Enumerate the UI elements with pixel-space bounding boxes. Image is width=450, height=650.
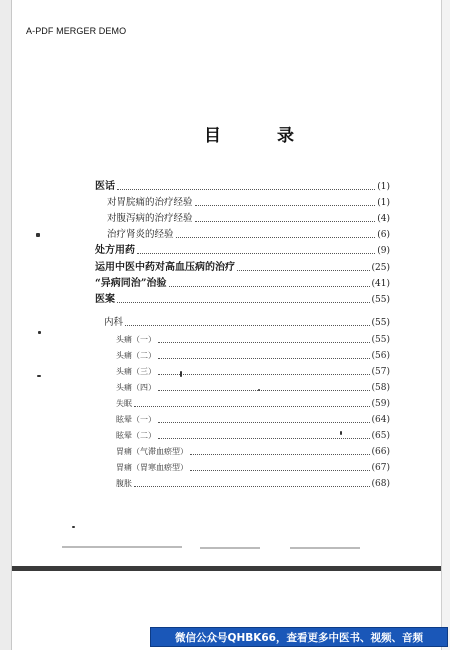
toc-entry[interactable] xyxy=(104,316,390,330)
title-char-1: 目 xyxy=(204,126,221,146)
toc-entry[interactable] xyxy=(107,228,390,242)
viewer-scrollbar[interactable] xyxy=(441,0,450,650)
toc-entry-page: ( 4 ) xyxy=(377,212,390,226)
toc-entry-page: ( 66 ) xyxy=(372,445,390,459)
toc-entry-page: ( 65 ) xyxy=(372,429,390,443)
toc-leader-dots xyxy=(158,437,370,439)
toc-entry-page: ( 9 ) xyxy=(377,244,390,258)
toc-entry-page: ( 64 ) xyxy=(372,413,390,427)
toc-entry-page: ( 68 ) xyxy=(372,477,390,491)
toc-leader-dots xyxy=(190,453,370,455)
toc-entry[interactable] xyxy=(116,365,390,379)
toc-entry-label: 对腹泻病的治疗经验 xyxy=(107,213,193,224)
scan-smudge xyxy=(62,546,182,548)
toc-leader-dots xyxy=(169,285,370,287)
toc-leader-dots xyxy=(125,324,370,326)
toc-leader-dots xyxy=(117,301,370,303)
toc-entry[interactable] xyxy=(95,244,390,258)
toc-leader-dots xyxy=(134,485,370,487)
scan-speck xyxy=(38,331,41,334)
toc-entry-label: 失眠 xyxy=(116,399,132,408)
scan-speck xyxy=(340,431,342,435)
toc-leader-dots xyxy=(134,405,370,407)
watermark-text: A-PDF MERGER DEMO xyxy=(26,26,127,36)
scan-speck xyxy=(37,375,41,377)
promo-banner: 微信公众号QHBK66，查看更多中医书、视频、音频 xyxy=(150,627,448,647)
toc-entry-page: ( 6 ) xyxy=(377,228,390,242)
toc-entry-label: 医话 xyxy=(95,181,115,192)
toc-entry-label: “异病同治”治验 xyxy=(95,278,167,289)
toc-entry-label: 内科 xyxy=(104,317,124,328)
toc-entry-page: ( 59 ) xyxy=(372,397,390,411)
toc-entry-page: ( 67 ) xyxy=(372,461,390,475)
toc-leader-dots xyxy=(158,373,370,375)
toc-entry[interactable] xyxy=(95,277,390,291)
toc-entry-label: 头痛（一） xyxy=(116,335,156,344)
toc-entry[interactable] xyxy=(116,445,390,459)
toc-entry[interactable] xyxy=(116,381,390,395)
toc-entry[interactable] xyxy=(116,333,390,347)
toc-entry-label: 头痛（三） xyxy=(116,367,156,376)
toc-entry-page: ( 55 ) xyxy=(372,333,390,347)
toc-entry-label: 治疗肾炎的经验 xyxy=(107,229,174,240)
toc-entry-label: 头痛（四） xyxy=(116,383,156,392)
toc-entry[interactable] xyxy=(116,397,390,411)
toc-entry-label: 眩晕（二） xyxy=(116,431,156,440)
scan-speck xyxy=(180,371,182,377)
toc-leader-dots xyxy=(176,236,376,238)
toc-entry[interactable] xyxy=(95,293,390,307)
toc-leader-dots xyxy=(117,188,375,190)
toc-entry-page: ( 55 ) xyxy=(372,293,390,307)
toc-entry-page: ( 56 ) xyxy=(372,349,390,363)
toc-entry-label: 医案 xyxy=(95,294,115,305)
scan-speck xyxy=(36,233,40,237)
toc-entry-label: 处方用药 xyxy=(95,245,135,256)
toc-leader-dots xyxy=(137,252,375,254)
toc-entry-page: ( 25 ) xyxy=(372,261,390,275)
toc-leader-dots xyxy=(158,421,370,423)
toc-entry-label: 腹胀 xyxy=(116,479,132,488)
toc-leader-dots xyxy=(237,269,370,271)
toc-entry[interactable] xyxy=(107,212,390,226)
toc-entry[interactable] xyxy=(107,196,390,210)
toc-entry-page: ( 57 ) xyxy=(372,365,390,379)
toc-entry-label: 对胃脘痛的治疗经验 xyxy=(107,197,193,208)
toc-entry[interactable] xyxy=(116,413,390,427)
scan-speck xyxy=(72,526,75,528)
toc-entry-page: ( 1 ) xyxy=(377,196,390,210)
toc-entry[interactable] xyxy=(95,261,390,275)
toc-entry-label: 胃痛（气滞血瘀型） xyxy=(116,447,188,456)
toc-entry[interactable] xyxy=(95,180,390,194)
toc-entry-page: ( 55 ) xyxy=(372,316,390,330)
toc-entry[interactable] xyxy=(116,349,390,363)
toc-entry[interactable] xyxy=(116,429,390,443)
toc-entry[interactable] xyxy=(116,477,390,491)
page-title xyxy=(204,121,294,146)
toc-entry-label: 运用中医中药对高血压病的治疗 xyxy=(95,262,235,273)
toc-entry-label: 胃痛（胃寒血瘀型） xyxy=(116,463,188,472)
toc-entry-label: 头痛（二） xyxy=(116,351,156,360)
toc-leader-dots xyxy=(158,341,370,343)
toc-leader-dots xyxy=(158,357,370,359)
toc-entry-page: ( 58 ) xyxy=(372,381,390,395)
toc-entry-page: ( 1 ) xyxy=(377,180,390,194)
toc-entry-label: 眩晕（一） xyxy=(116,415,156,424)
toc-entry-page: ( 41 ) xyxy=(372,277,390,291)
scan-smudge xyxy=(200,547,260,549)
viewer-left-margin xyxy=(0,0,12,650)
scan-smudge xyxy=(290,547,360,549)
toc-leader-dots xyxy=(158,389,370,391)
toc-leader-dots xyxy=(195,204,376,206)
toc-entry[interactable] xyxy=(116,461,390,475)
title-char-2: 录 xyxy=(277,126,294,146)
toc-leader-dots xyxy=(190,469,370,471)
scan-speck xyxy=(258,389,260,391)
toc-leader-dots xyxy=(195,220,376,222)
